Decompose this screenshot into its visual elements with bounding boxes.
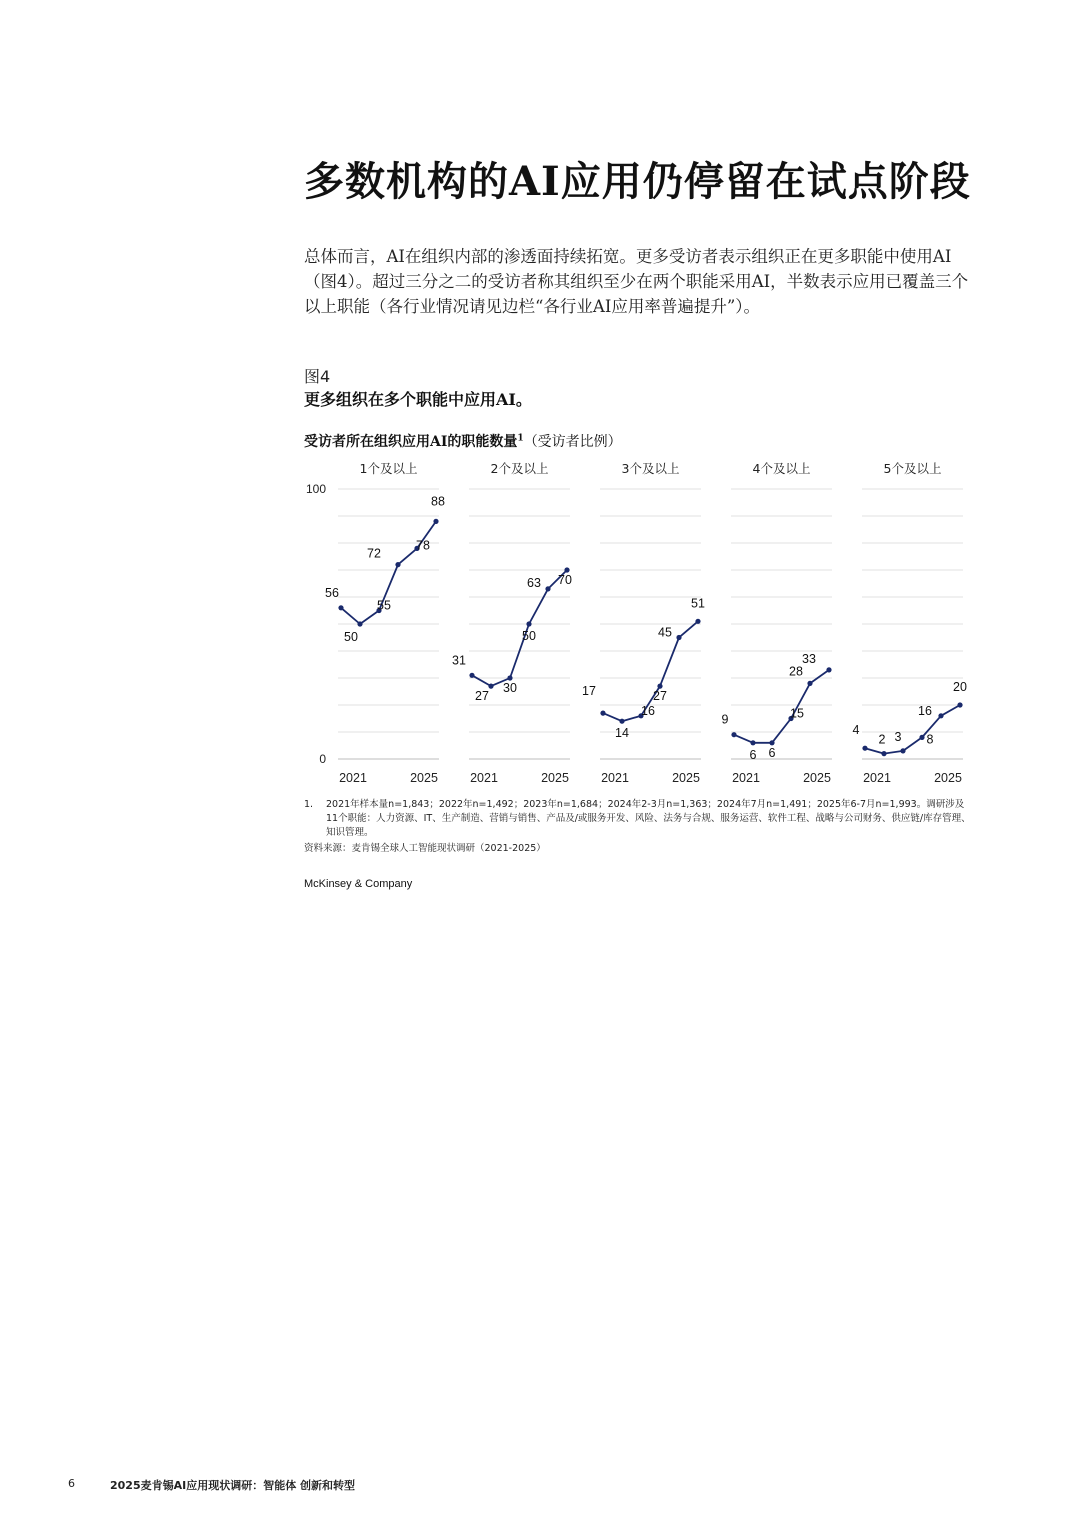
data-label: 16 bbox=[641, 703, 655, 718]
y-tick-label-top: 100 bbox=[305, 482, 326, 496]
data-label: 15 bbox=[790, 706, 804, 721]
footnote-number: 1. bbox=[304, 799, 314, 810]
data-label: 50 bbox=[344, 630, 358, 644]
data-label: 88 bbox=[431, 494, 445, 509]
data-label: 56 bbox=[325, 585, 339, 600]
data-label: 55 bbox=[377, 598, 391, 613]
panel-title: 1个及以上 bbox=[359, 461, 418, 476]
data-point bbox=[826, 667, 831, 672]
data-point bbox=[731, 732, 736, 737]
panel-title: 5个及以上 bbox=[883, 461, 942, 476]
data-point bbox=[357, 621, 362, 626]
data-point bbox=[526, 621, 531, 626]
chart-subtitle-unit: （受访者比例） bbox=[523, 434, 622, 450]
data-point bbox=[619, 719, 624, 724]
data-label: 27 bbox=[653, 689, 667, 704]
data-label: 72 bbox=[367, 546, 381, 561]
data-label: 33 bbox=[802, 651, 816, 666]
footnote-text: 2021年样本量n=1,843；2022年n=1,492；2023年n=1,684；2024年2-3月n=1,363；2024年7月n=1,491；2025年6-7月n=1,993。调研涉及11个职能：人力资源、IT、生产制造、营销与销售、产品及/或服务开发、风险、法务与合规、服务运营、软件工程、战略与公司财务、供应链/库存管理、知识管理。 bbox=[326, 799, 971, 838]
data-point bbox=[395, 562, 400, 567]
data-label: 28 bbox=[789, 664, 803, 679]
data-label: 2 bbox=[878, 732, 886, 747]
panel-title: 3个及以上 bbox=[621, 461, 680, 476]
source-note: 资料来源：麦肯锡全球人工智能现状调研（2021-2025） bbox=[304, 843, 546, 854]
data-label: 4 bbox=[852, 723, 860, 738]
data-point bbox=[919, 735, 924, 740]
data-point bbox=[469, 673, 474, 678]
data-point bbox=[657, 684, 662, 689]
data-label: 50 bbox=[522, 629, 536, 643]
page-title: 多数机构的AI应用仍停留在试点阶段 bbox=[304, 158, 971, 205]
x-tick-label-end: 2025 bbox=[803, 771, 831, 785]
data-label: 51 bbox=[691, 596, 705, 611]
data-label: 14 bbox=[615, 726, 629, 741]
panel-title: 2个及以上 bbox=[490, 461, 549, 476]
data-label: 70 bbox=[558, 573, 572, 587]
page-number: 6 bbox=[68, 1477, 75, 1490]
x-tick-label-end: 2025 bbox=[934, 771, 962, 785]
x-tick-label-end: 2025 bbox=[410, 771, 438, 785]
data-point bbox=[957, 702, 962, 707]
x-tick-label-start: 2021 bbox=[470, 771, 498, 785]
data-label: 16 bbox=[918, 703, 932, 718]
x-tick-label-end: 2025 bbox=[541, 771, 569, 785]
data-label: 17 bbox=[582, 684, 596, 699]
brand-name: McKinsey & Company bbox=[304, 878, 413, 890]
intro-paragraph: 总体而言，AI在组织内部的渗透面持续拓宽。更多受访者表示组织正在更多职能中使用AI（图4）。超过三分之二的受访者称其组织至少在两个职能采用AI，半数表示应用已覆盖三个以上职能（各行业情况请见边栏“各行业AI应用率普遍提升”）。 bbox=[304, 247, 969, 316]
data-label: 78 bbox=[416, 538, 430, 553]
x-tick-label-end: 2025 bbox=[672, 771, 700, 785]
data-label: 45 bbox=[658, 625, 672, 640]
footer-title: 2025麦肯锡AI应用现状调研：智能体 创新和转型 bbox=[110, 1479, 356, 1492]
data-label: 9 bbox=[721, 712, 729, 727]
data-point bbox=[695, 619, 700, 624]
x-tick-label-start: 2021 bbox=[601, 771, 629, 785]
data-point bbox=[881, 751, 886, 756]
data-label: 30 bbox=[503, 681, 517, 695]
data-point bbox=[433, 519, 438, 524]
footnote-marker: 1 bbox=[517, 433, 524, 444]
y-tick-label-bottom: 0 bbox=[319, 752, 326, 766]
data-point bbox=[676, 635, 681, 640]
data-point bbox=[750, 740, 755, 745]
x-tick-label-start: 2021 bbox=[732, 771, 760, 785]
data-label: 3 bbox=[894, 729, 902, 744]
data-label: 63 bbox=[527, 575, 541, 590]
data-label: 8 bbox=[926, 732, 934, 747]
data-label: 6 bbox=[768, 745, 776, 760]
data-label: 31 bbox=[452, 653, 466, 668]
x-tick-label-start: 2021 bbox=[339, 771, 367, 785]
panel-title: 4个及以上 bbox=[752, 461, 811, 476]
figure-title: 更多组织在多个职能中应用AI。 bbox=[304, 390, 532, 409]
data-point bbox=[507, 675, 512, 680]
data-label: 27 bbox=[475, 689, 489, 704]
data-point bbox=[600, 711, 605, 716]
data-point bbox=[564, 567, 569, 572]
data-point bbox=[938, 713, 943, 718]
data-point bbox=[545, 586, 550, 591]
data-point bbox=[900, 748, 905, 753]
data-label: 6 bbox=[749, 747, 757, 762]
data-point bbox=[862, 746, 867, 751]
data-point bbox=[807, 681, 812, 686]
series-line bbox=[472, 570, 567, 686]
data-point bbox=[769, 740, 774, 745]
data-label: 20 bbox=[953, 680, 967, 694]
footnote bbox=[304, 798, 974, 840]
x-tick-label-start: 2021 bbox=[863, 771, 891, 785]
data-point bbox=[488, 684, 493, 689]
chart-subtitle-text: 受访者所在组织应用AI的职能数量 bbox=[304, 434, 518, 450]
figure-label: 图4 bbox=[304, 367, 331, 386]
data-point bbox=[338, 605, 343, 610]
